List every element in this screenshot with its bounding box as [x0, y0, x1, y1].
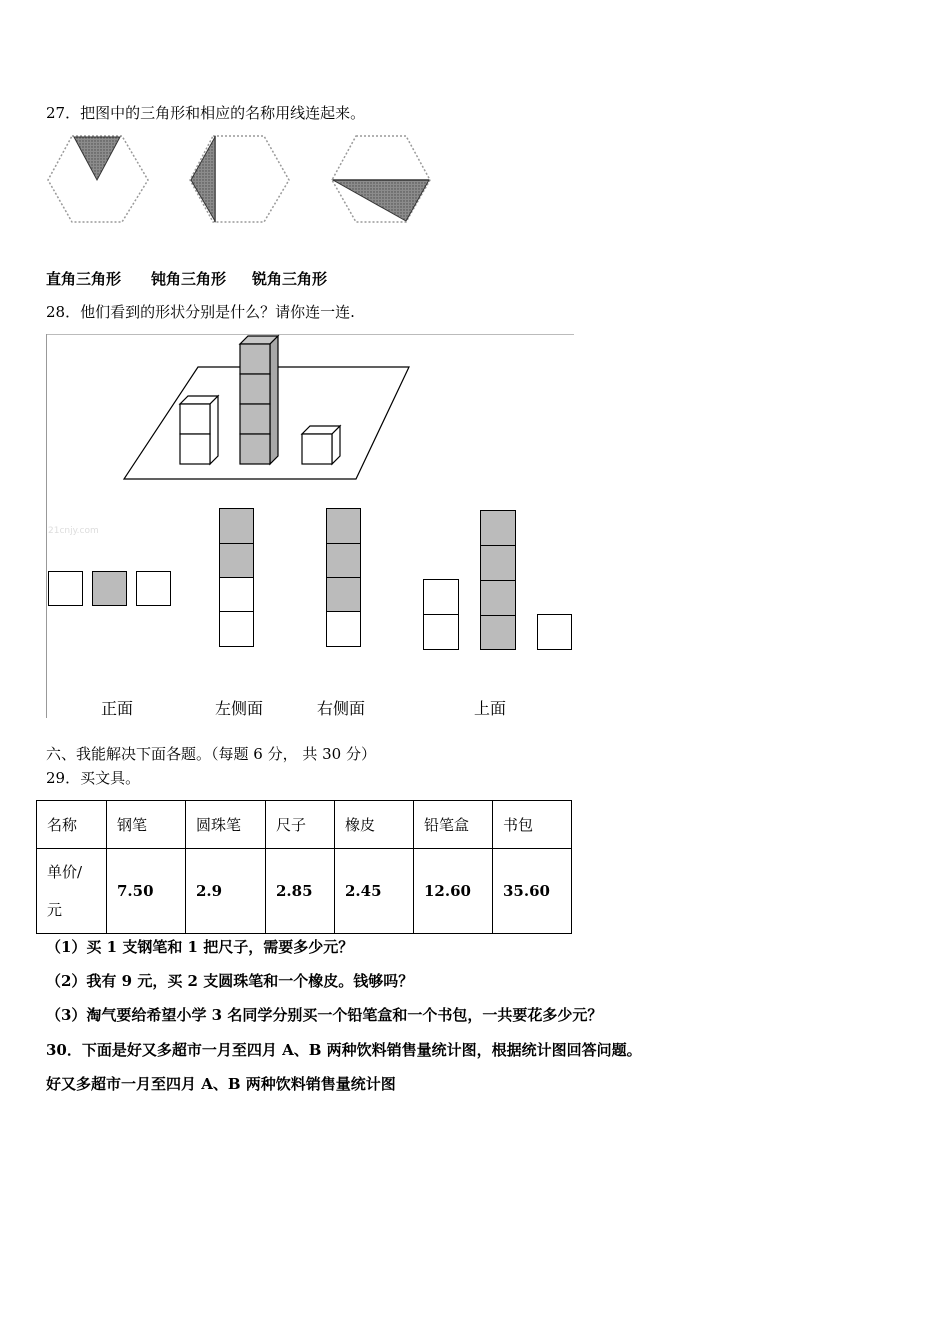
- price-table: [36, 800, 572, 934]
- watermark: 21cnjy.com: [48, 526, 99, 536]
- price-label-line: 元: [47, 901, 63, 919]
- table-cell: 橡皮: [335, 801, 414, 849]
- hexagon-obtuse-triangle: [190, 136, 289, 222]
- table-cell: 2.9: [186, 849, 266, 934]
- table-cell: 2.45: [335, 849, 414, 934]
- view-square: [423, 579, 459, 615]
- view-square: [48, 571, 83, 606]
- label-top: 上面: [474, 699, 507, 718]
- view-square: [92, 571, 127, 606]
- table-cell: 7.50: [107, 849, 186, 934]
- table-cell: 铅笔盒: [414, 801, 493, 849]
- view-square: [480, 510, 516, 546]
- view-square: [136, 571, 171, 606]
- view-square: [219, 543, 254, 578]
- name-obtuse-triangle: 钝角三角形: [151, 270, 227, 288]
- hexagon-right-triangle: [332, 136, 430, 222]
- table-header-row: [37, 801, 572, 849]
- q27-triangle-names: [46, 269, 327, 289]
- view-square: [219, 508, 254, 544]
- label-left-side: 左侧面: [215, 699, 264, 718]
- right-cube: [302, 426, 340, 464]
- q30-title: 30．下面是好又多超市一月至四月 A、B 两种饮料销售量统计图，根据统计图回答问题。: [46, 1041, 642, 1059]
- view-square: [537, 614, 572, 650]
- price-label-line: 单价/: [47, 863, 83, 881]
- hexagon-acute-triangle: [48, 136, 148, 222]
- q30-chart-title: 好又多超市一月至四月 A、B 两种饮料销售量统计图: [46, 1075, 396, 1093]
- q29-title: 29．买文具。: [46, 769, 141, 787]
- q27-hexagon-figures: [40, 128, 440, 228]
- table-cell: 35.60: [493, 849, 572, 934]
- table-cell: 圆珠笔: [186, 801, 266, 849]
- view-square: [480, 580, 516, 616]
- view-square: [480, 615, 516, 650]
- name-right-triangle: 直角三角形: [46, 270, 122, 288]
- view-square: [326, 508, 361, 544]
- cube-scene: [46, 334, 574, 494]
- table-cell: 名称: [37, 801, 107, 849]
- view-square: [326, 577, 361, 612]
- left-cube-stack: [180, 396, 218, 464]
- table-cell: [37, 849, 107, 934]
- view-square: [423, 614, 459, 650]
- table-cell: 钢笔: [107, 801, 186, 849]
- table-price-row: [37, 849, 572, 934]
- q27-title: 27．把图中的三角形和相应的名称用线连起来。: [46, 104, 366, 122]
- name-acute-triangle: 锐角三角形: [252, 270, 328, 288]
- section6-title: 六、我能解决下面各题。（每题 6 分， 共 30 分）: [46, 745, 376, 763]
- q28-figure: [46, 334, 574, 718]
- q29-question-3: （3）淘气要给希望小学 3 名同学分别买一个铅笔盒和一个书包，一共要花多少元？: [46, 1006, 603, 1024]
- table-cell: 2.85: [266, 849, 335, 934]
- table-cell: 尺子: [266, 801, 335, 849]
- middle-cube-stack: [240, 336, 278, 464]
- view-square: [326, 543, 361, 578]
- label-right-side: 右侧面: [317, 699, 366, 718]
- view-square: [219, 611, 254, 647]
- label-front: 正面: [101, 699, 134, 718]
- q29-question-2: （2）我有 9 元，买 2 支圆珠笔和一个橡皮。钱够吗？: [46, 972, 414, 990]
- table-cell: 书包: [493, 801, 572, 849]
- table-cell: 12.60: [414, 849, 493, 934]
- view-square: [480, 545, 516, 581]
- q29-question-1: （1）买 1 支钢笔和 1 把尺子，需要多少元？: [46, 938, 354, 956]
- view-square: [326, 611, 361, 647]
- view-square: [219, 577, 254, 612]
- q28-title: 28．他们看到的形状分别是什么？请你连一连.: [46, 303, 355, 321]
